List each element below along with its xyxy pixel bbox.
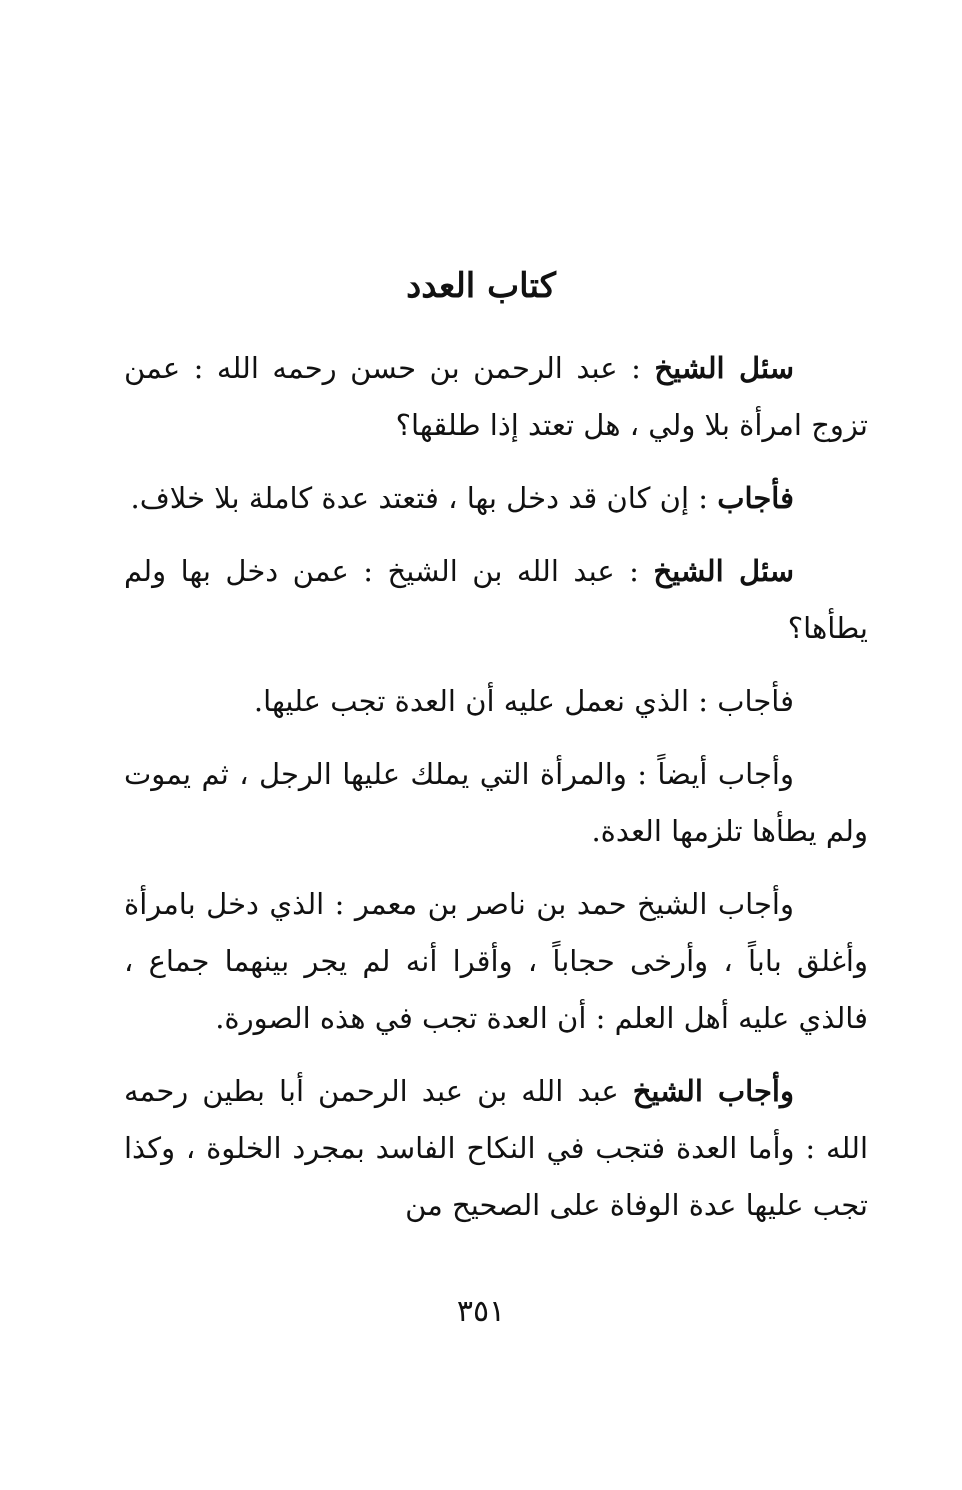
paragraph-lead: وأجاب الشيخ (632, 1074, 794, 1108)
paragraph-1 (124, 340, 868, 454)
paragraph-text: : عبد الرحمن بن حسن رحمه الله : عمن تزوج امرأة بلا ولي ، هل تعتد إذا طلقها؟ (124, 351, 868, 442)
paragraph-text: : عبد الله بن الشيخ : عمن دخل بها ولم يطأها؟ (124, 554, 868, 645)
paragraph-text: : إن كان قد دخل بها ، فتعتد عدة كاملة بلا خلاف. (130, 481, 718, 515)
paragraph-lead: سئل الشيخ (653, 554, 794, 588)
chapter-title: كتاب العدد (406, 266, 556, 306)
paragraph-7 (124, 1063, 868, 1234)
paragraph-lead: سئل الشيخ (654, 351, 794, 385)
body-text (124, 340, 868, 1250)
page-number: ٣٥١ (456, 1294, 506, 1329)
paragraph-text: فأجاب : الذي نعمل عليه أن العدة تجب عليها. (253, 684, 794, 718)
paragraph-lead: فأجاب (717, 481, 794, 515)
paragraph-text: وأجاب الشيخ حمد بن ناصر بن معمر : الذي دخل بامرأة وأغلق باباً ، وأرخى حجاباً ، وأقرا أنه لم يجر بينهما جماع ، فالذي عليه أهل العلم : أن العدة تجب في هذه الصورة. (124, 887, 868, 1035)
paragraph-3 (124, 543, 868, 657)
paragraph-5 (124, 746, 868, 860)
paragraph-6 (124, 876, 868, 1047)
paragraph-text: عبد الله بن عبد الرحمن أبا بطين رحمه الله : وأما العدة فتجب في النكاح الفاسد بمجرد الخلوة ، وكذا تجب عليها عدة الوفاة على الصحيح من (124, 1074, 868, 1222)
paragraph-2 (124, 470, 868, 527)
paragraph-text: وأجاب أيضاً : والمرأة التي يملك عليها الرجل ، ثم يموت ولم يطأها تلزمها العدة. (124, 757, 868, 848)
paragraph-4 (124, 673, 868, 730)
